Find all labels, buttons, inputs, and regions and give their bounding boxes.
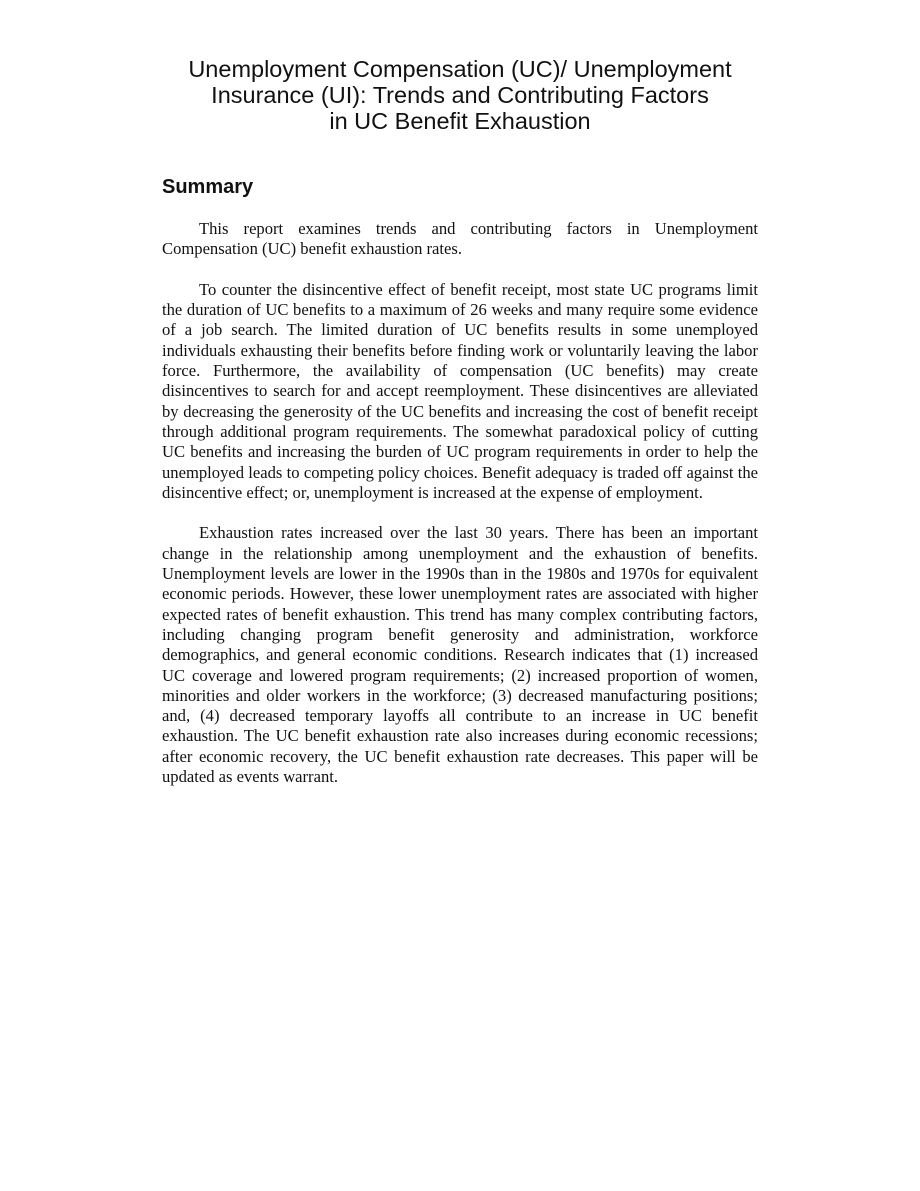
title-line: Insurance (UI): Trends and Contributing Factors: [211, 82, 709, 108]
document-title: [150, 56, 770, 134]
title-line: Unemployment Compensation (UC)/ Unemployment: [188, 56, 732, 82]
summary-paragraph: This report examines trends and contributing factors in Unemployment Compensation (UC) benefit exhaustion rates.: [162, 219, 758, 259]
summary-body: [162, 219, 758, 808]
title-line: in UC Benefit Exhaustion: [329, 108, 591, 134]
summary-paragraph: Exhaustion rates increased over the last 30 years. There has been an important change in the relationship among unemployment and the exhaustion of benefits. Unemployment levels are lower in the 1990s than in the 1980s and 1970s for equivalent economic periods. However, these lower unemployment rates are associated with higher expected rates of benefit exhaustion. This trend has many complex contributing factors, including changing program benefit generosity and administration, workforce demographics, and general economic conditions. Research indicates that (1) increased UC coverage and lowered program requirements; (2) increased proportion of women, minorities and older workers in the workforce; (3) decreased manufacturing positions; and, (4) decreased temporary layoffs all contribute to an increase in UC benefit exhaustion. The UC benefit exhaustion rate also increases during economic recessions; after economic recovery, the UC benefit exhaustion rate decreases. This paper will be updated as events warrant.: [162, 523, 758, 787]
summary-heading: Summary: [162, 176, 254, 198]
summary-paragraph: To counter the disincentive effect of benefit receipt, most state UC programs limit the duration of UC benefits to a maximum of 26 weeks and many require some evidence of a job search. The limited duration of UC benefits results in some unemployed individuals exhausting their benefits before finding work or voluntarily leaving the labor force. Furthermore, the availability of compensation (UC benefits) may create disincentives to search for and accept reemployment. These disincentives are alleviated by decreasing the generosity of the UC benefits and increasing the cost of benefit receipt through additional program requirements. The somewhat paradoxical policy of cutting UC benefits and increasing the burden of UC program requirements in order to help the unemployed leads to competing policy choices. Benefit adequacy is traded off against the disincentive effect; or, unemployment is increased at the expense of employment.: [162, 279, 758, 502]
